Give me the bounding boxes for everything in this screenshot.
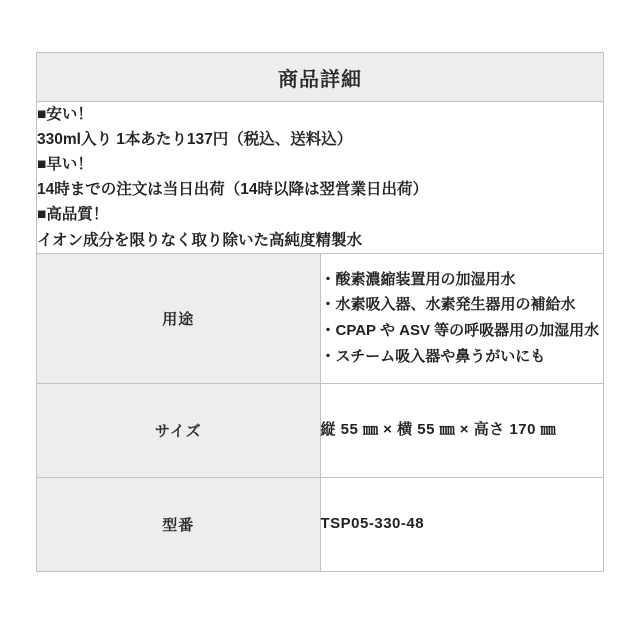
intro-line: ■早い！ [37, 156, 93, 174]
table-row-intro [37, 102, 604, 254]
list-item: ・CPAP や ASV 等の呼吸器用の加湿用水 [320, 322, 600, 340]
size-value: 縦 55 ㎜ × 横 55 ㎜ × 高さ 170 ㎜ [320, 421, 557, 439]
intro-line: ■安い！ [37, 106, 93, 123]
row-label-size: サイズ [37, 383, 321, 477]
list-item: ・水素吸入器、水素発生器用の補給水 [320, 296, 576, 314]
model-value: TSP05-330-48 [320, 515, 425, 533]
intro-line: 330ml入り 1本あたり137円（税込、送料込） [37, 131, 353, 149]
page-title: 商品詳細 [37, 53, 604, 102]
list-item: ・酸素濃縮装置用の加湿用水 [320, 270, 516, 288]
intro-block [37, 102, 604, 254]
table-row-size [37, 383, 604, 477]
product-spec-table [36, 52, 604, 572]
usage-list [321, 267, 604, 370]
row-value-model [320, 477, 604, 571]
list-item: ・スチーム吸入器や鼻うがいにも [320, 347, 546, 365]
row-label-model: 型番 [37, 477, 321, 571]
row-value-usage [320, 253, 604, 383]
intro-line: イオン成分を限りなく取り除いた高純度精製水 [37, 231, 363, 249]
intro-line: ■高品質！ [37, 206, 109, 224]
row-value-size [320, 383, 604, 477]
intro-line: 14時までの注文は当日出荷（14時以降は翌営業日出荷） [37, 181, 428, 199]
row-label-usage: 用途 [37, 253, 321, 383]
table-row-model [37, 477, 604, 571]
table-row-usage [37, 253, 604, 383]
table-row-title [37, 53, 604, 102]
